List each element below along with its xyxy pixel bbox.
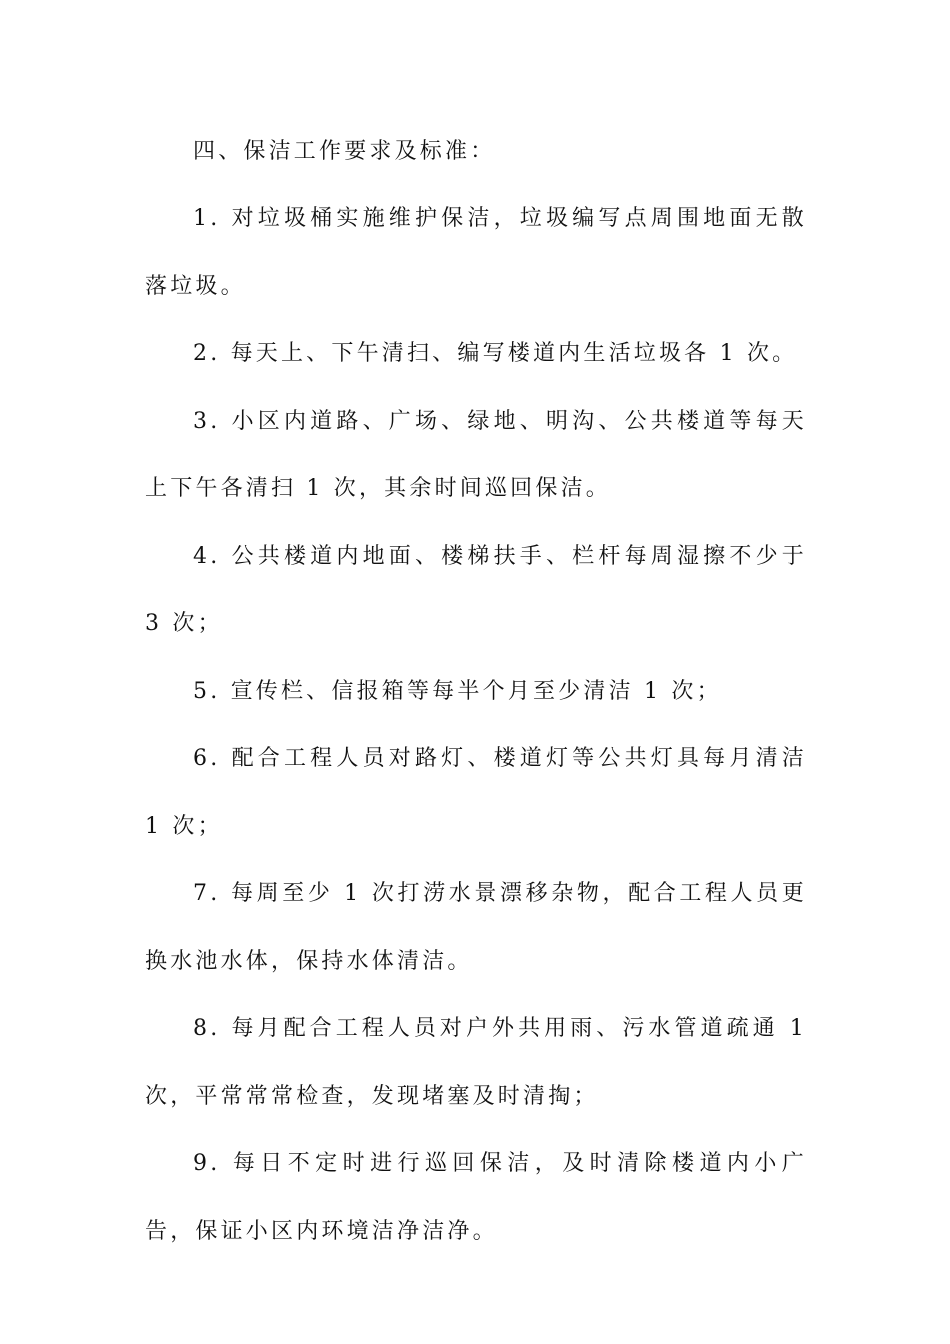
list-item: 6. 配合工程人员对路灯、楼道灯等公共灯具每月清洁 1 次； xyxy=(145,746,807,839)
list-item: 9. 每日不定时进行巡回保洁，及时清除楼道内小广告，保证小区内环境洁净洁净。 xyxy=(145,1151,807,1244)
list-item: 4. 公共楼道内地面、楼梯扶手、栏杆每周湿擦不少于 3 次； xyxy=(145,543,807,636)
list-item: 1. 对垃圾桶实施维护保洁，垃圾编写点周围地面无散落垃圾。 xyxy=(145,206,807,299)
section-heading: 四、保洁工作要求及标准： xyxy=(193,139,496,164)
list-item: 5. 宣传栏、信报箱等每半个月至少清洁 1 次； xyxy=(193,678,722,704)
list-item: 2. 每天上、下午清扫、编写楼道内生活垃圾各 1 次。 xyxy=(193,341,798,366)
list-item: 8. 每月配合工程人员对户外共用雨、污水管道疏通 1 次，平常常常检查，发现堵塞及时清掏； xyxy=(145,1016,807,1109)
list-item: 7. 每周至少 1 次打涝水景漂移杂物，配合工程人员更换水池水体，保持水体清洁。 xyxy=(145,881,807,974)
requirements-list xyxy=(145,185,807,1265)
list-item: 3. 小区内道路、广场、绿地、明沟、公共楼道等每天上下午各清扫 1 次，其余时间巡回保洁。 xyxy=(145,408,807,501)
